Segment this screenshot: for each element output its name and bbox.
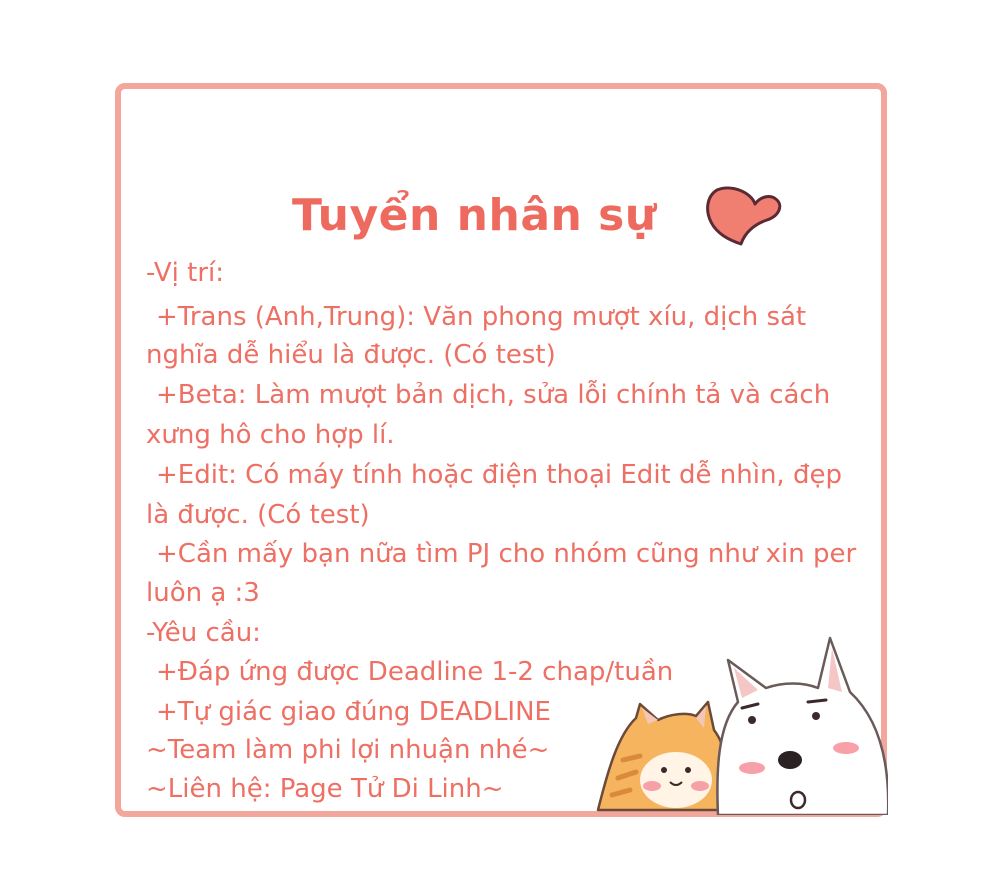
text-line-9: luôn ạ :3 <box>146 578 260 608</box>
page-title: Tuyển nhân sự <box>292 190 657 241</box>
text-line-3: nghĩa dễ hiểu là được. (Có test) <box>146 340 556 370</box>
text-line-7: là được. (Có test) <box>146 500 370 530</box>
text-line-11: +Đáp ứng được Deadline 1-2 chap/tuần <box>156 657 674 687</box>
text-line-10: -Yêu cầu: <box>146 618 261 648</box>
text-line-14: ~Liên hệ: Page Tử Di Linh~ <box>146 774 504 804</box>
pets-illustration <box>578 630 888 815</box>
text-line-12: +Tự giác giao đúng DEADLINE <box>156 697 551 727</box>
text-line-2: +Trans (Anh,Trung): Văn phong mượt xíu, dịch sát <box>156 302 807 332</box>
dog-illustration <box>717 638 888 815</box>
text-line-6: +Edit: Có máy tính hoặc điện thoại Edit dễ nhìn, đẹp <box>156 460 842 490</box>
text-line-5: xưng hô cho hợp lí. <box>146 420 395 450</box>
text-line-8: +Cần mấy bạn nữa tìm PJ cho nhóm cũng như xin per <box>156 539 857 569</box>
text-line-1: -Vị trí: <box>146 258 224 288</box>
heart-icon <box>703 180 785 250</box>
cat-illustration <box>598 702 727 810</box>
text-line-13: ~Team làm phi lợi nhuận nhé~ <box>146 735 550 765</box>
text-line-4: +Beta: Làm mượt bản dịch, sửa lỗi chính tả và cách <box>156 380 831 410</box>
